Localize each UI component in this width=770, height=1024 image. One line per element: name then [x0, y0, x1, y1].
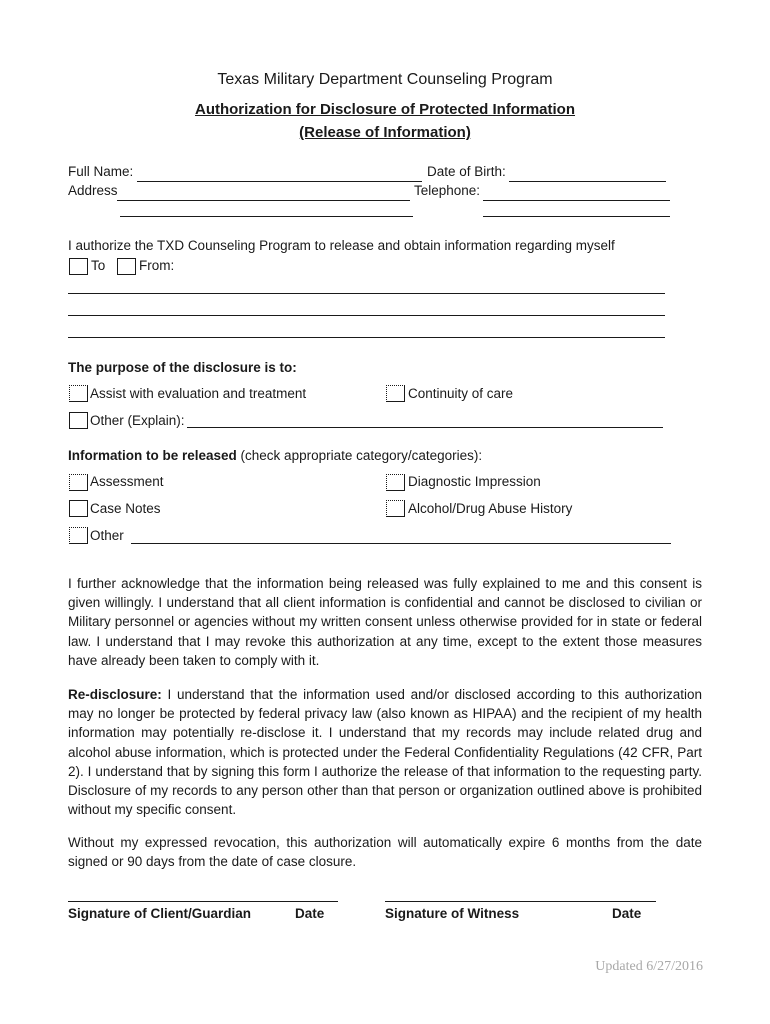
- telephone-line-2[interactable]: [483, 216, 670, 217]
- address-field[interactable]: [120, 183, 408, 199]
- redisclosure-text: I understand that the information used and/or disclosed according to this authorization may no longer be protected by federal privacy law (also known as HIPAA) and the recipient of my health information may potentially re-disclose it. I understand that my records may include related drug and alcohol abuse information, which is protected under the Federal Confidentiality Regulations (42 CFR, Part 2). I understand that by signing this form I authorize the release of that information to the requesting party. Disclosure of my records to any person other than that person or organization outlined above is prohibited without my specific consent.: [68, 687, 702, 818]
- info-other-checkbox[interactable]: [69, 527, 88, 544]
- purpose-other-explain-line[interactable]: [187, 427, 663, 428]
- expiration-text: Without my expressed revocation, this authorization will automatically expire 6 months from the date signed or 90 days from the date of case closure.: [68, 835, 702, 870]
- witness-signature-line[interactable]: [385, 901, 656, 902]
- telephone-field[interactable]: [486, 183, 668, 199]
- info-other-label: Other: [90, 528, 124, 543]
- recipient-line-2[interactable]: [68, 315, 665, 316]
- from-label: From:: [139, 258, 175, 273]
- recipient-line-3[interactable]: [68, 337, 665, 338]
- case-notes-label: Case Notes: [90, 501, 161, 516]
- to-checkbox[interactable]: [69, 258, 88, 275]
- from-checkbox[interactable]: [117, 258, 136, 275]
- purpose-other-label: Other (Explain):: [90, 413, 185, 428]
- recipient-line-1[interactable]: [68, 293, 665, 294]
- to-label: To: [91, 258, 106, 273]
- dob-underline: [509, 181, 666, 182]
- updated-date: Updated 6/27/2016: [595, 959, 703, 974]
- client-date-label: Date: [295, 906, 325, 921]
- address-label: Address: [68, 183, 118, 198]
- diagnostic-checkbox[interactable]: [386, 474, 405, 491]
- alcohol-drug-label: Alcohol/Drug Abuse History: [408, 501, 573, 516]
- information-heading-note: (check appropriate category/categories):: [236, 448, 483, 463]
- assessment-label: Assessment: [90, 474, 164, 489]
- information-heading-row: [68, 448, 482, 463]
- form-subtitle: (Release of Information): [299, 124, 471, 141]
- form-title: Authorization for Disclosure of Protected Information: [194, 101, 576, 118]
- address-line-2[interactable]: [120, 216, 413, 217]
- dob-label: Date of Birth:: [427, 164, 506, 179]
- redisclosure-paragraph: [68, 685, 702, 819]
- witness-date-label: Date: [612, 906, 642, 921]
- continuity-checkbox[interactable]: [386, 385, 405, 402]
- org-title: Texas Military Department Counseling Program: [217, 71, 553, 88]
- assessment-checkbox[interactable]: [69, 474, 88, 491]
- witness-signature-label: Signature of Witness: [385, 906, 520, 921]
- assist-checkbox[interactable]: [69, 385, 88, 402]
- alcohol-drug-checkbox[interactable]: [386, 500, 405, 517]
- diagnostic-label: Diagnostic Impression: [408, 474, 541, 489]
- assist-label: Assist with evaluation and treatment: [90, 386, 307, 401]
- full-name-label: Full Name:: [68, 164, 134, 179]
- full-name-field[interactable]: [140, 164, 420, 180]
- purpose-heading: The purpose of the disclosure is to:: [68, 360, 297, 375]
- authorization-statement: I authorize the TXD Counseling Program to release and obtain information regarding myself: [68, 238, 615, 253]
- telephone-underline: [483, 200, 670, 201]
- full-name-underline: [137, 181, 422, 182]
- address-underline: [117, 200, 410, 201]
- client-signature-label: Signature of Client/Guardian: [68, 906, 252, 921]
- expiration-paragraph: [68, 833, 702, 871]
- acknowledgement-text: I further acknowledge that the information being released was fully explained to me and this consent is given willingly. I understand that all client information is confidential and cannot be disclosed to civilian or Military personnel or agencies without my written consent unless otherwise provided for in state or federal law. I understand that I may revoke this authorization at any time, except to the extent those measures have already been taken to comply with it.: [68, 576, 702, 668]
- purpose-other-checkbox[interactable]: [69, 412, 88, 429]
- dob-field[interactable]: [512, 164, 664, 180]
- information-heading: Information to be released: [68, 448, 237, 463]
- client-signature-line[interactable]: [68, 901, 338, 902]
- telephone-label: Telephone:: [414, 183, 481, 198]
- redisclosure-label: Re-disclosure:: [68, 687, 162, 702]
- continuity-label: Continuity of care: [408, 386, 514, 401]
- info-other-line[interactable]: [131, 543, 671, 544]
- acknowledgement-paragraph: [68, 574, 702, 670]
- case-notes-checkbox[interactable]: [69, 500, 88, 517]
